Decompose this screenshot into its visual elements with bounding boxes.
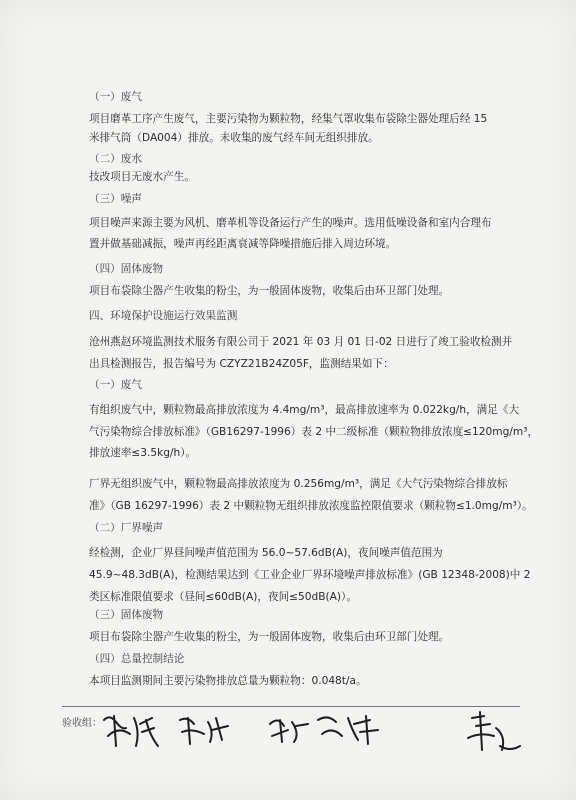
paragraph-line: 出具检测报告，报告编号为 CZYZ21B24Z05F，监测结果如下： bbox=[89, 358, 394, 370]
paragraph-line: 类区标准限值要求（昼间≤60dB(A)，夜间≤50dB(A)）。 bbox=[89, 591, 357, 603]
section-heading: （三）固体废物 bbox=[89, 609, 164, 621]
section-heading: （一）废气 bbox=[89, 91, 142, 103]
section-heading: （三）噪声 bbox=[89, 193, 142, 205]
paragraph-line: 技改项目无废水产生。 bbox=[89, 171, 195, 183]
handwritten-signatures bbox=[96, 706, 526, 786]
acceptance-group-label: 验收组： bbox=[62, 718, 102, 729]
paragraph-line: 沧州燕赵环境监测技术服务有限公司于 2021 年 03 月 01 日-02 日进行了竣工验收检测并 bbox=[89, 336, 513, 348]
section-heading: （四）总量控制结论 bbox=[89, 653, 185, 665]
paragraph-line: 有组织废气中，颗粒物最高排放浓度为 4.4mg/m³，最高排放速率为 0.022kg/h，满足《大 bbox=[89, 404, 520, 416]
paragraph-line: 准》（GB 16297-1996）表 2 中颗粒物无组织排放浓度监控限值要求（颗粒物≤1.0mg/m³）。 bbox=[89, 500, 533, 512]
paragraph-line: 45.9~48.3dB(A)，检测结果达到《工业企业厂界环境噪声排放标准》(GB 12348-2008)中 2 bbox=[89, 569, 531, 581]
paragraph-line: 排放速率≤3.5kg/h）。 bbox=[89, 447, 197, 459]
paragraph-line: 项目布袋除尘器产生收集的粉尘，为一般固体废物，收集后由环卫部门处理。 bbox=[89, 631, 450, 643]
section-heading: （四）固体废物 bbox=[89, 263, 164, 275]
paragraph-line: 气污染物综合排放标准》（GB16297-1996）表 2 中二级标准（颗粒物排放浓度≤120mg/m³， bbox=[89, 426, 539, 438]
paragraph-line: 项目噪声来源主要为风机、磨革机等设备运行产生的噪声。选用低噪设备和室内合理布 bbox=[89, 217, 492, 229]
paragraph-line: 经检测，企业厂界昼间噪声值范围为 56.0~57.6dB(A)，夜间噪声值范围为 bbox=[89, 547, 443, 559]
section-heading: （一）废气 bbox=[89, 379, 142, 391]
paragraph-line: 本项目监测期间主要污染物排放总量为颗粒物：0.048t/a。 bbox=[89, 675, 367, 687]
chapter-heading: 四、环境保护设施运行效果监测 bbox=[89, 310, 238, 322]
paragraph-line: 米排气筒（DA004）排放。未收集的废气经车间无组织排放。 bbox=[89, 132, 379, 144]
paragraph-line: 置并做基础减振，噪声再经距离衰减等降噪措施后排入周边环境。 bbox=[89, 238, 397, 250]
section-heading: （二）废水 bbox=[89, 153, 142, 165]
paragraph-line: 项目布袋除尘器产生收集的粉尘，为一般固体废物，收集后由环卫部门处理。 bbox=[89, 285, 450, 297]
section-heading: （二）厂界噪声 bbox=[89, 522, 164, 534]
paragraph-line: 项目磨革工序产生废气，主要污染物为颗粒物，经集气罩收集布袋除尘器处理后经 15 bbox=[89, 113, 488, 125]
paragraph-line: 厂界无组织废气中，颗粒物最高排放浓度为 0.256mg/m³，满足《大气污染物综合排放标 bbox=[89, 478, 508, 490]
